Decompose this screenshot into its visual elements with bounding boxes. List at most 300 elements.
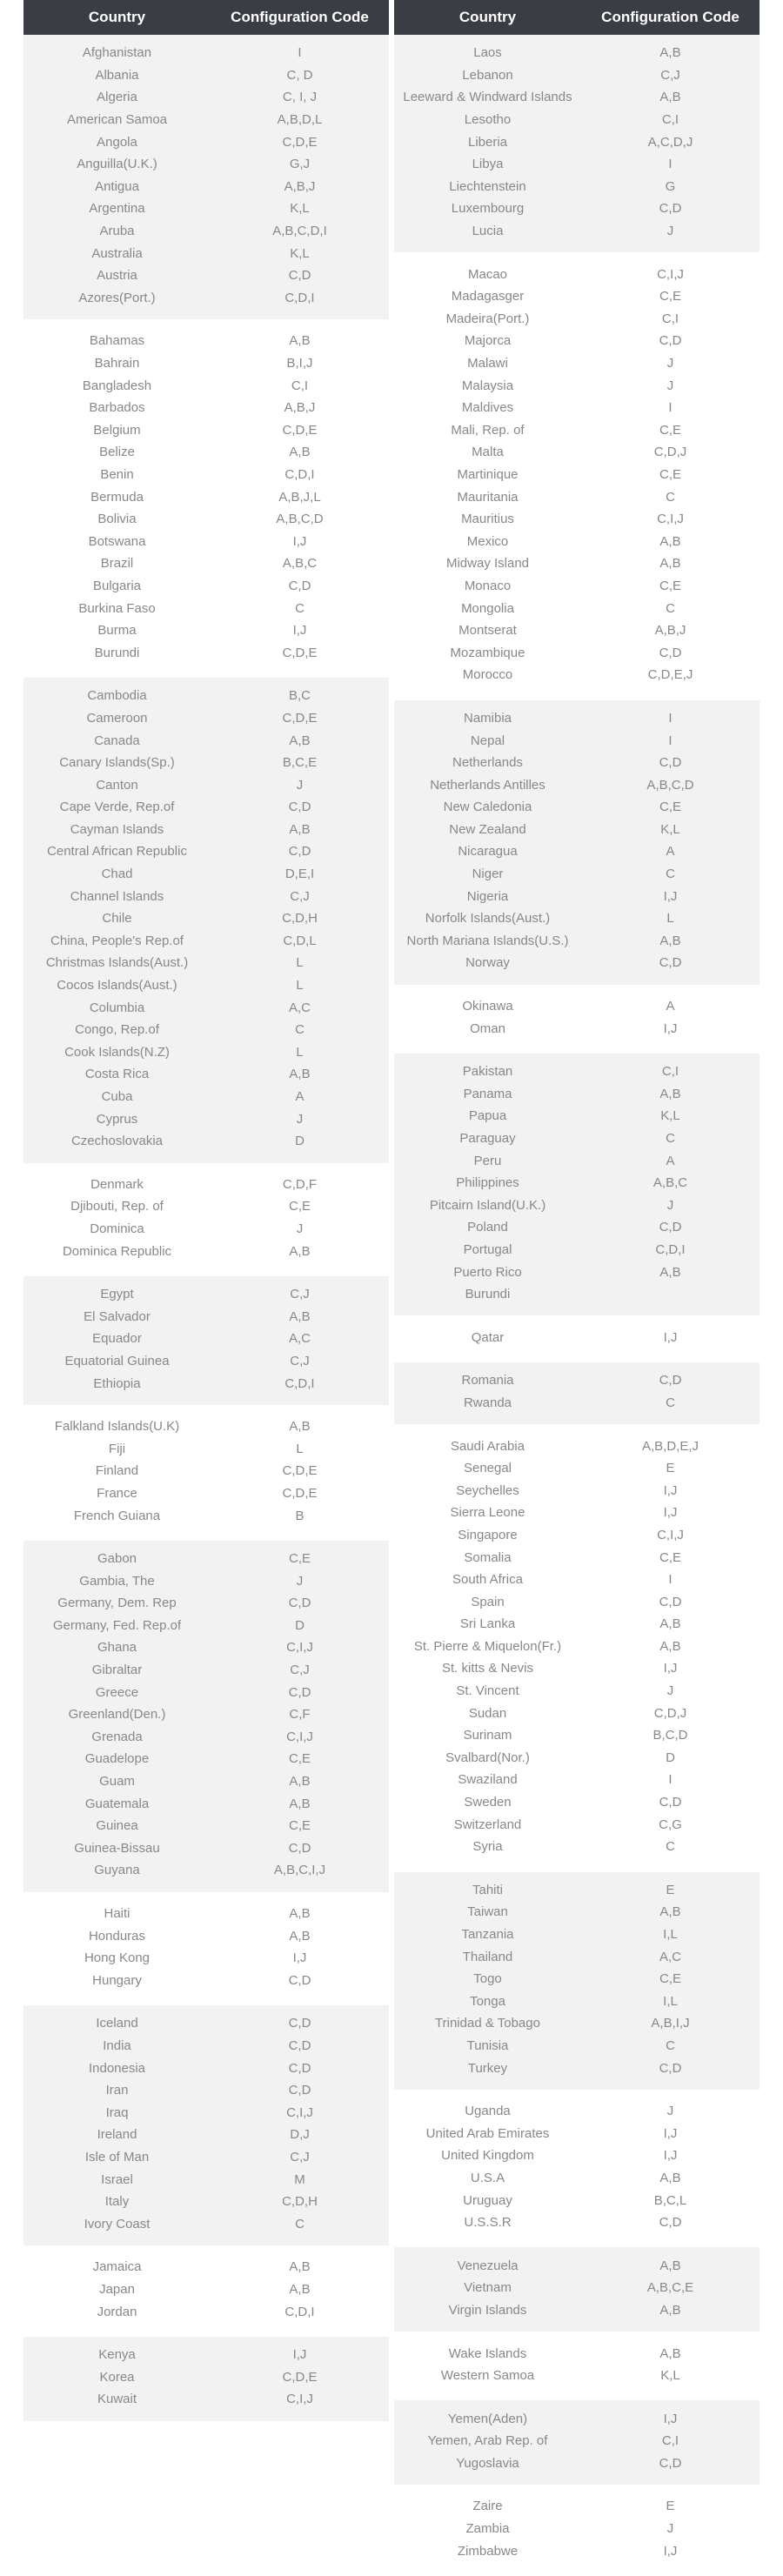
country-cell: Azores(Port.) — [78, 290, 156, 305]
configuration-code-cell: C,D — [288, 1684, 311, 1700]
table-row — [23, 464, 389, 486]
table-row — [394, 176, 760, 198]
table-row — [394, 1702, 760, 1724]
country-cell: Seychelles — [456, 1482, 519, 1498]
table-row — [23, 2012, 389, 2035]
letter-group — [23, 1541, 389, 1892]
configuration-code-cell: A,B — [289, 1067, 311, 1082]
table-row — [23, 1041, 389, 1064]
country-cell: Western Samoa — [440, 2368, 535, 2384]
configuration-code-cell: C,D — [288, 2016, 311, 2031]
configuration-code-cell: I — [668, 733, 673, 748]
country-cell: Puerto Rico — [453, 1264, 522, 1280]
configuration-code-cell: C,D,L — [283, 933, 317, 948]
table-row — [394, 2342, 760, 2365]
country-cell: Ghana — [97, 1640, 137, 1656]
country-cell: Cyprus — [96, 1111, 138, 1127]
table-row — [394, 819, 760, 841]
table-row — [394, 1636, 760, 1658]
table-row — [394, 2057, 760, 2079]
country-cell: India — [103, 2037, 131, 2053]
configuration-code-cell: C,I — [661, 1064, 679, 1080]
table-row — [23, 1086, 389, 1108]
table-row — [394, 1435, 760, 1457]
country-cell: Egypt — [100, 1287, 134, 1302]
configuration-code-cell: C,D — [659, 1795, 682, 1810]
configuration-code-cell: C,D — [288, 1972, 311, 1988]
configuration-code-cell: I,J — [663, 2148, 678, 2164]
country-cell: Argentina — [89, 201, 145, 217]
table-row — [23, 729, 389, 752]
configuration-code-cell: C,E — [288, 1199, 311, 1214]
table-row — [23, 2365, 389, 2388]
configuration-code-cell: A,B — [659, 2302, 681, 2318]
table-row — [23, 1372, 389, 1395]
configuration-code-cell: B,C,L — [653, 2192, 687, 2208]
country-cell: Italy — [104, 2194, 130, 2210]
configuration-code-cell: C — [295, 1022, 304, 1038]
configuration-code-cell: C,D,I — [655, 1241, 686, 1257]
table-row — [23, 796, 389, 819]
table-row — [394, 1017, 760, 1040]
country-cell: Botswana — [88, 533, 146, 549]
country-cell: Mali, Rep. of — [451, 422, 525, 438]
table-row — [394, 1613, 760, 1636]
table-row — [23, 1748, 389, 1770]
configuration-code-cell: D — [295, 1617, 304, 1633]
table-row — [23, 1415, 389, 1438]
country-cell: Trinidad & Tobago — [435, 2016, 540, 2031]
country-cell: Brazil — [100, 556, 134, 572]
country-cell: Austria — [97, 268, 137, 284]
configuration-code-cell: C,J — [290, 2149, 310, 2165]
country-cell: Mongolia — [461, 600, 514, 616]
configuration-code-cell: C,D — [288, 268, 311, 284]
table-row — [23, 1482, 389, 1505]
table-row — [394, 1239, 760, 1261]
table-row — [394, 796, 760, 819]
configuration-code-cell: A,B,D,E,J — [641, 1438, 699, 1454]
country-cell: Gabon — [97, 1551, 137, 1567]
table-row — [23, 2256, 389, 2278]
configuration-code-cell: C,D,I — [284, 1375, 315, 1391]
configuration-code-cell: I,J — [663, 1505, 678, 1521]
configuration-code-cell: I,J — [663, 2543, 678, 2559]
country-cell: Ethiopia — [93, 1375, 141, 1391]
country-cell: Mauritania — [457, 489, 519, 505]
table-row — [394, 2167, 760, 2190]
country-cell: Pitcairn Island(U.K.) — [429, 1197, 546, 1213]
table-body — [23, 35, 389, 2425]
country-cell: Portugal — [463, 1241, 512, 1257]
header-country: Country — [458, 9, 517, 25]
configuration-code-cell: A,B,C — [282, 556, 318, 572]
country-cell: Greenland(Den.) — [68, 1707, 166, 1723]
configuration-code-cell: A,B,C,D,I — [272, 224, 327, 239]
configuration-code-cell: C,E — [288, 1818, 311, 1834]
table-row — [394, 2495, 760, 2518]
table-row — [394, 374, 760, 397]
configuration-code-cell: C, D — [286, 67, 313, 83]
country-cell: Belgium — [93, 422, 141, 438]
table-row — [23, 109, 389, 131]
country-cell: Equatorial Guinea — [64, 1353, 170, 1368]
country-cell: Somalia — [464, 1549, 512, 1565]
configuration-code-cell: C,E — [659, 422, 681, 438]
table-row — [23, 1504, 389, 1527]
letter-group — [23, 323, 389, 674]
table-row — [394, 1991, 760, 2013]
configuration-code-cell: C,E — [659, 289, 681, 304]
table-row — [23, 619, 389, 642]
configuration-code-cell: C,I,J — [657, 1527, 684, 1542]
country-cell: Fiji — [108, 1441, 126, 1456]
table-row — [394, 1369, 760, 1392]
table-row — [23, 1305, 389, 1328]
letter-group — [23, 1276, 389, 1405]
table-row — [23, 2079, 389, 2102]
table-row — [23, 352, 389, 375]
country-cell: Zimbabwe — [457, 2543, 519, 2559]
country-cell: Anguilla(U.K.) — [77, 157, 157, 172]
country-cell: Cocos Islands(Aust.) — [57, 978, 177, 994]
configuration-code-cell: C,J — [660, 67, 680, 83]
configuration-code-cell: A,B — [289, 2259, 311, 2275]
configuration-code-cell: J — [296, 777, 304, 793]
country-cell: Cape Verde, Rep.of — [59, 800, 175, 815]
country-cell: Channel Islands — [70, 888, 164, 904]
configuration-code-cell: C,E — [659, 800, 681, 815]
country-cell: Yemen(Aden) — [447, 2411, 528, 2426]
country-cell: Benin — [100, 466, 134, 482]
table-row — [23, 885, 389, 907]
table-row — [23, 1350, 389, 1373]
configuration-code-cell: C,D — [288, 2083, 311, 2098]
country-cell: Gibraltar — [91, 1663, 143, 1678]
table-row — [394, 1836, 760, 1858]
country-cell: French Guiana — [73, 1508, 161, 1523]
country-cell: Bahamas — [89, 333, 145, 349]
configuration-code-cell: C — [666, 489, 675, 505]
table-row — [394, 2211, 760, 2234]
configuration-code-cell: C, I, J — [282, 90, 318, 105]
table-row — [394, 530, 760, 552]
configuration-code-cell: A,B — [289, 1928, 311, 1944]
configuration-code-cell: L — [296, 1044, 304, 1060]
letter-group — [23, 1167, 389, 1273]
table-row — [23, 1837, 389, 1860]
configuration-code-cell: D — [666, 1750, 675, 1765]
configuration-code-cell: I,J — [663, 1329, 678, 1345]
country-cell: Greece — [95, 1684, 139, 1700]
country-cell: Djibouti, Rep. of — [70, 1199, 164, 1214]
table-row — [23, 1815, 389, 1837]
country-cell: Zaire — [472, 2499, 503, 2514]
country-cell: Bangladesh — [82, 378, 152, 393]
table-row — [394, 220, 760, 243]
country-cell: Christmas Islands(Aust.) — [45, 955, 189, 971]
country-cell: Czechoslovakia — [70, 1134, 164, 1149]
letter-group — [394, 1319, 760, 1359]
country-cell: Panama — [463, 1086, 512, 1101]
configuration-code-cell: A,C — [288, 1331, 311, 1347]
configuration-code-cell: C,I,J — [286, 2392, 313, 2407]
table-row — [23, 2101, 389, 2124]
country-cell: Yemen, Arab Rep. of — [427, 2433, 548, 2449]
table-row — [23, 1970, 389, 1992]
table-row — [23, 508, 389, 531]
table-row — [23, 685, 389, 707]
configuration-code-cell: C,D — [288, 1840, 311, 1856]
table-row — [394, 1879, 760, 1902]
country-cell: Equador — [92, 1331, 142, 1347]
country-cell: Sierra Leone — [450, 1505, 525, 1521]
configuration-code-cell: A,B — [659, 1638, 681, 1654]
configuration-code-cell: A,B — [289, 333, 311, 349]
configuration-code-cell: C,F — [289, 1707, 311, 1723]
table-row — [394, 2144, 760, 2167]
configuration-code-cell: C,D — [659, 2455, 682, 2471]
configuration-code-cell: I,J — [663, 2125, 678, 2141]
table-row — [394, 1569, 760, 1591]
configuration-code-cell: C,E — [288, 1551, 311, 1567]
country-cell: Albania — [95, 67, 139, 83]
table-row — [23, 974, 389, 997]
country-cell: Malta — [472, 445, 504, 460]
configuration-code-cell: C,D — [659, 1220, 682, 1235]
country-cell: Dominica — [90, 1221, 144, 1236]
country-cell: Canary Islands(Sp.) — [59, 755, 175, 771]
country-cell: Jordan — [97, 2304, 137, 2319]
configuration-code-cell: B,C — [288, 688, 311, 704]
table-row — [23, 1703, 389, 1726]
table-row — [394, 840, 760, 863]
table-row — [394, 2035, 760, 2057]
table-row — [23, 485, 389, 508]
country-cell: Maldives — [461, 400, 514, 416]
country-cell: Cook Islands(N.Z) — [64, 1044, 170, 1060]
country-cell: Canton — [96, 777, 138, 793]
table-row — [394, 1813, 760, 1836]
table-row — [394, 952, 760, 974]
table-row — [394, 2012, 760, 2035]
country-cell: Israel — [101, 2171, 133, 2187]
configuration-code-cell: I — [668, 157, 673, 172]
table-row — [394, 1747, 760, 1770]
table-row — [394, 1724, 760, 1747]
table-row — [23, 707, 389, 730]
country-cell: Saudi Arabia — [450, 1438, 525, 1454]
letter-group — [23, 2249, 389, 2333]
country-cell: Cameroon — [86, 710, 148, 726]
country-cell: Lucia — [472, 224, 504, 239]
country-cell: Okinawa — [462, 999, 513, 1014]
configuration-code-cell: C,D,I — [284, 290, 315, 305]
country-cell: Bermuda — [90, 489, 144, 505]
configuration-code-cell: C,D,F — [282, 1176, 318, 1192]
table-row — [394, 109, 760, 131]
configuration-code-cell: K,L — [660, 2368, 680, 2384]
table-row — [23, 2344, 389, 2366]
table-row — [394, 2539, 760, 2562]
country-cell: Majorca — [464, 333, 512, 349]
country-cell: New Caledonia — [443, 800, 532, 815]
configuration-code-cell: I,J — [663, 2411, 678, 2426]
configuration-code-cell: A,B — [289, 733, 311, 748]
table-row — [394, 441, 760, 464]
letter-group — [394, 2247, 760, 2332]
table-row — [23, 42, 389, 64]
letter-group — [394, 988, 760, 1050]
table-row — [23, 552, 389, 575]
country-cell: Uruguay — [463, 2192, 512, 2208]
country-cell: Romania — [461, 1373, 514, 1388]
table-row — [394, 752, 760, 774]
table-body — [394, 35, 760, 2576]
table-row — [23, 2146, 389, 2169]
group-spacer — [394, 2573, 760, 2576]
configuration-code-cell: C,D — [659, 333, 682, 349]
configuration-code-cell: D — [295, 1134, 304, 1149]
configuration-code-cell: A,B — [289, 1243, 311, 1259]
configuration-code-cell: A,C — [659, 1949, 681, 1964]
table-row — [394, 575, 760, 598]
country-cell: Leeward & Windward Islands — [403, 90, 572, 105]
configuration-code-cell: L — [296, 978, 304, 994]
configuration-code-cell: C,D,E — [282, 710, 318, 726]
table-row — [23, 1681, 389, 1703]
letter-group — [394, 2335, 760, 2397]
table-row — [23, 1770, 389, 1793]
table-row — [394, 1524, 760, 1547]
country-cell: Libya — [472, 157, 504, 172]
table-row — [394, 907, 760, 930]
country-cell: Guadelope — [84, 1751, 150, 1767]
configuration-code-cell: C — [295, 600, 304, 616]
country-cell: South Africa — [452, 1572, 523, 1588]
configuration-code-cell: A,B — [289, 1796, 311, 1811]
configuration-code-cell: C,I — [291, 378, 309, 393]
country-cell: Morocco — [462, 667, 513, 683]
letter-group — [394, 256, 760, 696]
configuration-code-cell: C,D — [659, 1373, 682, 1388]
configuration-code-cell: C,I,J — [286, 1729, 313, 1744]
table-row — [23, 2278, 389, 2301]
table-row — [394, 42, 760, 64]
configuration-code-cell: C,D — [659, 955, 682, 971]
country-cell: Monaco — [464, 578, 512, 593]
configuration-code-cell: C — [666, 1839, 675, 1855]
table-row — [394, 130, 760, 153]
country-cell: Malawi — [467, 356, 508, 371]
table-row — [23, 1107, 389, 1130]
table-row — [23, 907, 389, 930]
table-row — [394, 863, 760, 886]
country-cell: Tanzania — [461, 1927, 514, 1943]
configuration-code-cell: J — [666, 1683, 674, 1699]
country-cell: Philippines — [456, 1175, 519, 1191]
table-row — [394, 1945, 760, 1968]
configuration-code-cell: A,B,J — [654, 623, 686, 639]
configuration-code-cell: C,I,J — [286, 1640, 313, 1656]
configuration-code-cell: C,D — [288, 578, 311, 593]
table-row — [394, 1392, 760, 1415]
configuration-code-cell: C,D — [659, 645, 682, 660]
country-cell: Bulgaria — [92, 578, 142, 593]
country-cell: Venezuela — [457, 2258, 519, 2273]
country-cell: Cayman Islands — [70, 821, 164, 837]
country-cell: Afghanistan — [82, 45, 152, 61]
table-row — [394, 1105, 760, 1127]
configuration-code-cell: J — [666, 2521, 674, 2537]
configuration-code-cell: C,D,E — [282, 1463, 318, 1479]
table-row — [394, 2254, 760, 2277]
table-row — [23, 1218, 389, 1241]
country-cell: Algeria — [97, 90, 137, 105]
table-row — [23, 1569, 389, 1592]
configuration-code-cell: C,E — [659, 466, 681, 482]
table-row — [23, 86, 389, 109]
table-row — [23, 996, 389, 1019]
country-cell: Germany, Dem. Rep — [57, 1596, 177, 1611]
country-cell: Iraq — [105, 2104, 129, 2120]
configuration-code-cell: C,D — [659, 201, 682, 217]
country-cell: Oman — [470, 1020, 505, 1036]
table-row — [394, 1680, 760, 1703]
configuration-code-cell: C,D,E — [282, 134, 318, 150]
table-row — [394, 330, 760, 352]
configuration-code-cell: M — [294, 2171, 305, 2187]
configuration-code-cell: A,B — [659, 1264, 681, 1280]
country-cell: Laos — [473, 45, 502, 61]
country-cell: Togo — [473, 1971, 502, 1987]
table-row — [23, 773, 389, 796]
country-cell: Swaziland — [458, 1772, 518, 1788]
country-cell: Aruba — [99, 224, 135, 239]
country-cell: Chad — [101, 866, 133, 882]
configuration-code-cell: C,D,E — [282, 422, 318, 438]
letter-group — [23, 35, 389, 319]
table-row — [394, 2365, 760, 2387]
country-cell: Guinea-Bissau — [74, 1840, 160, 1856]
table-row — [23, 287, 389, 310]
table-row — [23, 1615, 389, 1637]
table-row — [23, 2124, 389, 2146]
configuration-code-cell: J — [666, 2104, 674, 2119]
configuration-code-cell: A,B — [289, 821, 311, 837]
table-row — [23, 863, 389, 886]
table-row — [394, 263, 760, 285]
table-row — [394, 597, 760, 619]
configuration-code-cell: C,E — [659, 578, 681, 593]
table-row — [394, 552, 760, 575]
country-cell: North Mariana Islands(U.S.) — [406, 933, 569, 948]
table-row — [394, 2518, 760, 2540]
configuration-code-cell: I,J — [292, 2347, 307, 2363]
configuration-code-cell: I — [298, 45, 302, 61]
configuration-code-cell: A — [666, 844, 675, 860]
letter-group — [394, 1362, 760, 1424]
country-cell: Madagasger — [451, 289, 525, 304]
configuration-code-cell: I,J — [292, 1950, 307, 1966]
configuration-code-cell: C,J — [290, 1353, 310, 1368]
configuration-code-cell: A,C — [288, 1000, 311, 1015]
country-cell: Switzerland — [453, 1817, 522, 1832]
country-cell: Pakistan — [462, 1064, 513, 1080]
configuration-code-cell: G — [665, 178, 676, 194]
country-cell: Central African Republic — [47, 844, 187, 860]
configuration-code-cell: C,D,E — [282, 1485, 318, 1501]
